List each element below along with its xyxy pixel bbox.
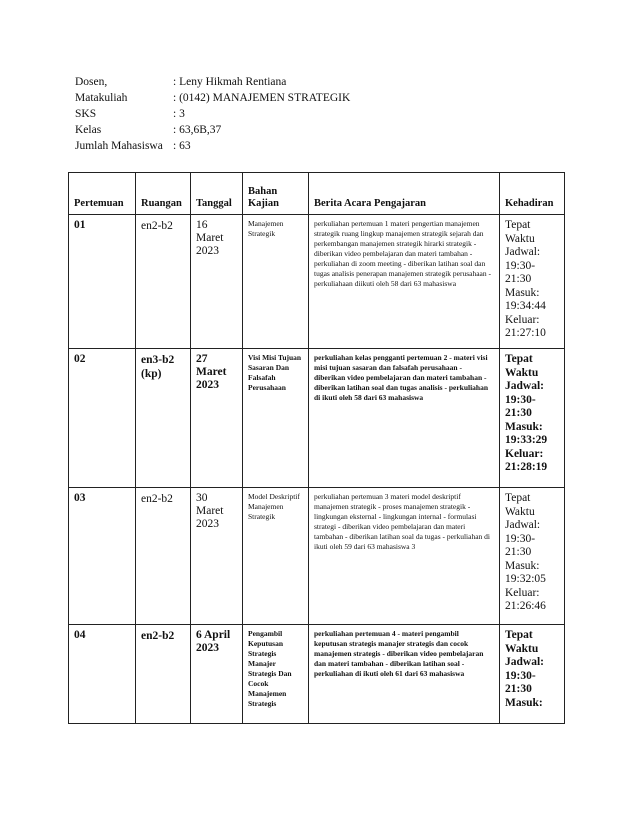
attendance [500, 488, 565, 625]
meeting-number: 02 [69, 349, 136, 488]
topic: Manajemen Strategik [243, 215, 309, 349]
table-header-row [69, 173, 565, 215]
info-value: : Leny Hikmah Rentiana [173, 76, 287, 88]
header-room: Ruangan [136, 173, 191, 215]
date: 6 April 2023 [191, 625, 243, 724]
header-topic [243, 173, 309, 215]
date: 16 Maret 2023 [191, 215, 243, 349]
report: perkuliahan kelas pengganti pertemuan 2 - materi visi misi tujuan sasaran dan falsafah perusahaan - diberikan video pembelajaran dan materi tambahan - diberikan latihan soal dan tugas analisis - perkuliahan di ikuti oleh 58 dari 63 mahasiswa [309, 349, 500, 488]
info-row-credits [75, 106, 350, 122]
room: en2-b2 [136, 488, 191, 625]
header-topic-line1: Bahan [248, 186, 278, 197]
info-label: SKS [75, 108, 97, 120]
info-value: : 63 [173, 140, 191, 152]
teaching-log-table [68, 172, 565, 724]
header-meeting: Pertemuan [69, 173, 136, 215]
table-row [69, 215, 565, 349]
meeting-number: 04 [69, 625, 136, 724]
header-report: Berita Acara Pengajaran [309, 173, 500, 215]
attendance-in: Masuk: 19:32:05 [505, 559, 546, 585]
info-row-lecturer [75, 74, 350, 90]
info-value: : 63,6B,37 [173, 124, 222, 136]
meeting-number: 01 [69, 215, 136, 349]
topic: Visi Misi Tujuan Sasaran Dan Falsafah Perusahaan [243, 349, 309, 488]
attendance [500, 349, 565, 488]
header-topic-line2: Kajian [248, 198, 279, 209]
attendance [500, 215, 565, 349]
attendance-out: Keluar: 21:26:46 [505, 586, 546, 612]
report: perkuliahan pertemuan 1 materi pengertian manajemen strategik ruang lingkup manajemen strategik sejarah dan perkembangan manajemen strategik hirarki strategik - diberikan video pembelajaran dan materi tambahan - perkuliahan di zoom meeting - diberikan latihan soal dan tugas analisis penerapan manajemen strategik perusahaan - perkuliahaan diikuti oleh 58 dari 63 mahasiswa [309, 215, 500, 349]
attendance-in: Masuk: 19:34:44 [505, 286, 546, 312]
info-label: Jumlah Mahasiswa [75, 140, 163, 152]
meeting-number: 03 [69, 488, 136, 625]
date: 27 Maret 2023 [191, 349, 243, 488]
attendance-status: Tepat Waktu [505, 353, 539, 379]
attendance-out: Keluar: 21:28:19 [505, 447, 548, 473]
attendance-status: Tepat Waktu [505, 219, 535, 245]
header-attendance: Kehadiran [500, 173, 565, 215]
attendance-out: Keluar: 21:27:10 [505, 313, 546, 339]
table-row [69, 488, 565, 625]
attendance [500, 625, 565, 724]
attendance-in: Masuk: [505, 696, 543, 709]
header-date: Tanggal [191, 173, 243, 215]
topic: Model Deskriptif Manajemen Strategik [243, 488, 309, 625]
report: perkuliahan pertemuan 4 - materi pengambil keputusan strategis manajer strategis dan cocok manajemen strategis - diberikan video pembelajaran dan materi tambahan - diberikan latihan soal - perkuliahan di ikuti oleh 61 dari 63 mahasiswa [309, 625, 500, 724]
info-row-course [75, 90, 350, 106]
date: 30 Maret 2023 [191, 488, 243, 625]
room: en3-b2 (kp) [136, 349, 191, 488]
info-row-students [75, 138, 350, 154]
table-row [69, 625, 565, 724]
attendance-status: Tepat Waktu [505, 492, 535, 518]
info-row-class [75, 122, 350, 138]
info-label: Matakuliah [75, 92, 128, 104]
attendance-schedule: Jadwal: 19:30-21:30 [505, 656, 544, 695]
table-row [69, 349, 565, 488]
report: perkuliahan pertemuan 3 materi model deskriptif manajemen strategik - proses manajemen strategik - lingkungan eksternal - lingkungan internal - formulasi strategi - diberikan video pembelajaran dan materi tambahan - diberikan latihan soal da tugas - perkuliahan di ikuti oleh 59 dari 63 mahasiswa 3 [309, 488, 500, 625]
course-info [75, 74, 350, 154]
room: en2-b2 [136, 625, 191, 724]
attendance-status: Tepat Waktu [505, 629, 539, 655]
attendance-schedule: Jadwal: 19:30-21:30 [505, 246, 541, 285]
info-value: : 3 [173, 108, 185, 120]
attendance-schedule: Jadwal: 19:30-21:30 [505, 519, 541, 558]
attendance-in: Masuk: 19:33:29 [505, 420, 548, 446]
room: en2-b2 [136, 215, 191, 349]
info-label: Kelas [75, 124, 102, 136]
info-value: : (0142) MANAJEMEN STRATEGIK [173, 92, 351, 104]
topic: Pengambil Keputusan Strategis Manajer Strategis Dan Cocok Manajemen Strategis [243, 625, 309, 724]
attendance-schedule: Jadwal: 19:30-21:30 [505, 380, 544, 419]
info-label: Dosen, [75, 76, 108, 88]
